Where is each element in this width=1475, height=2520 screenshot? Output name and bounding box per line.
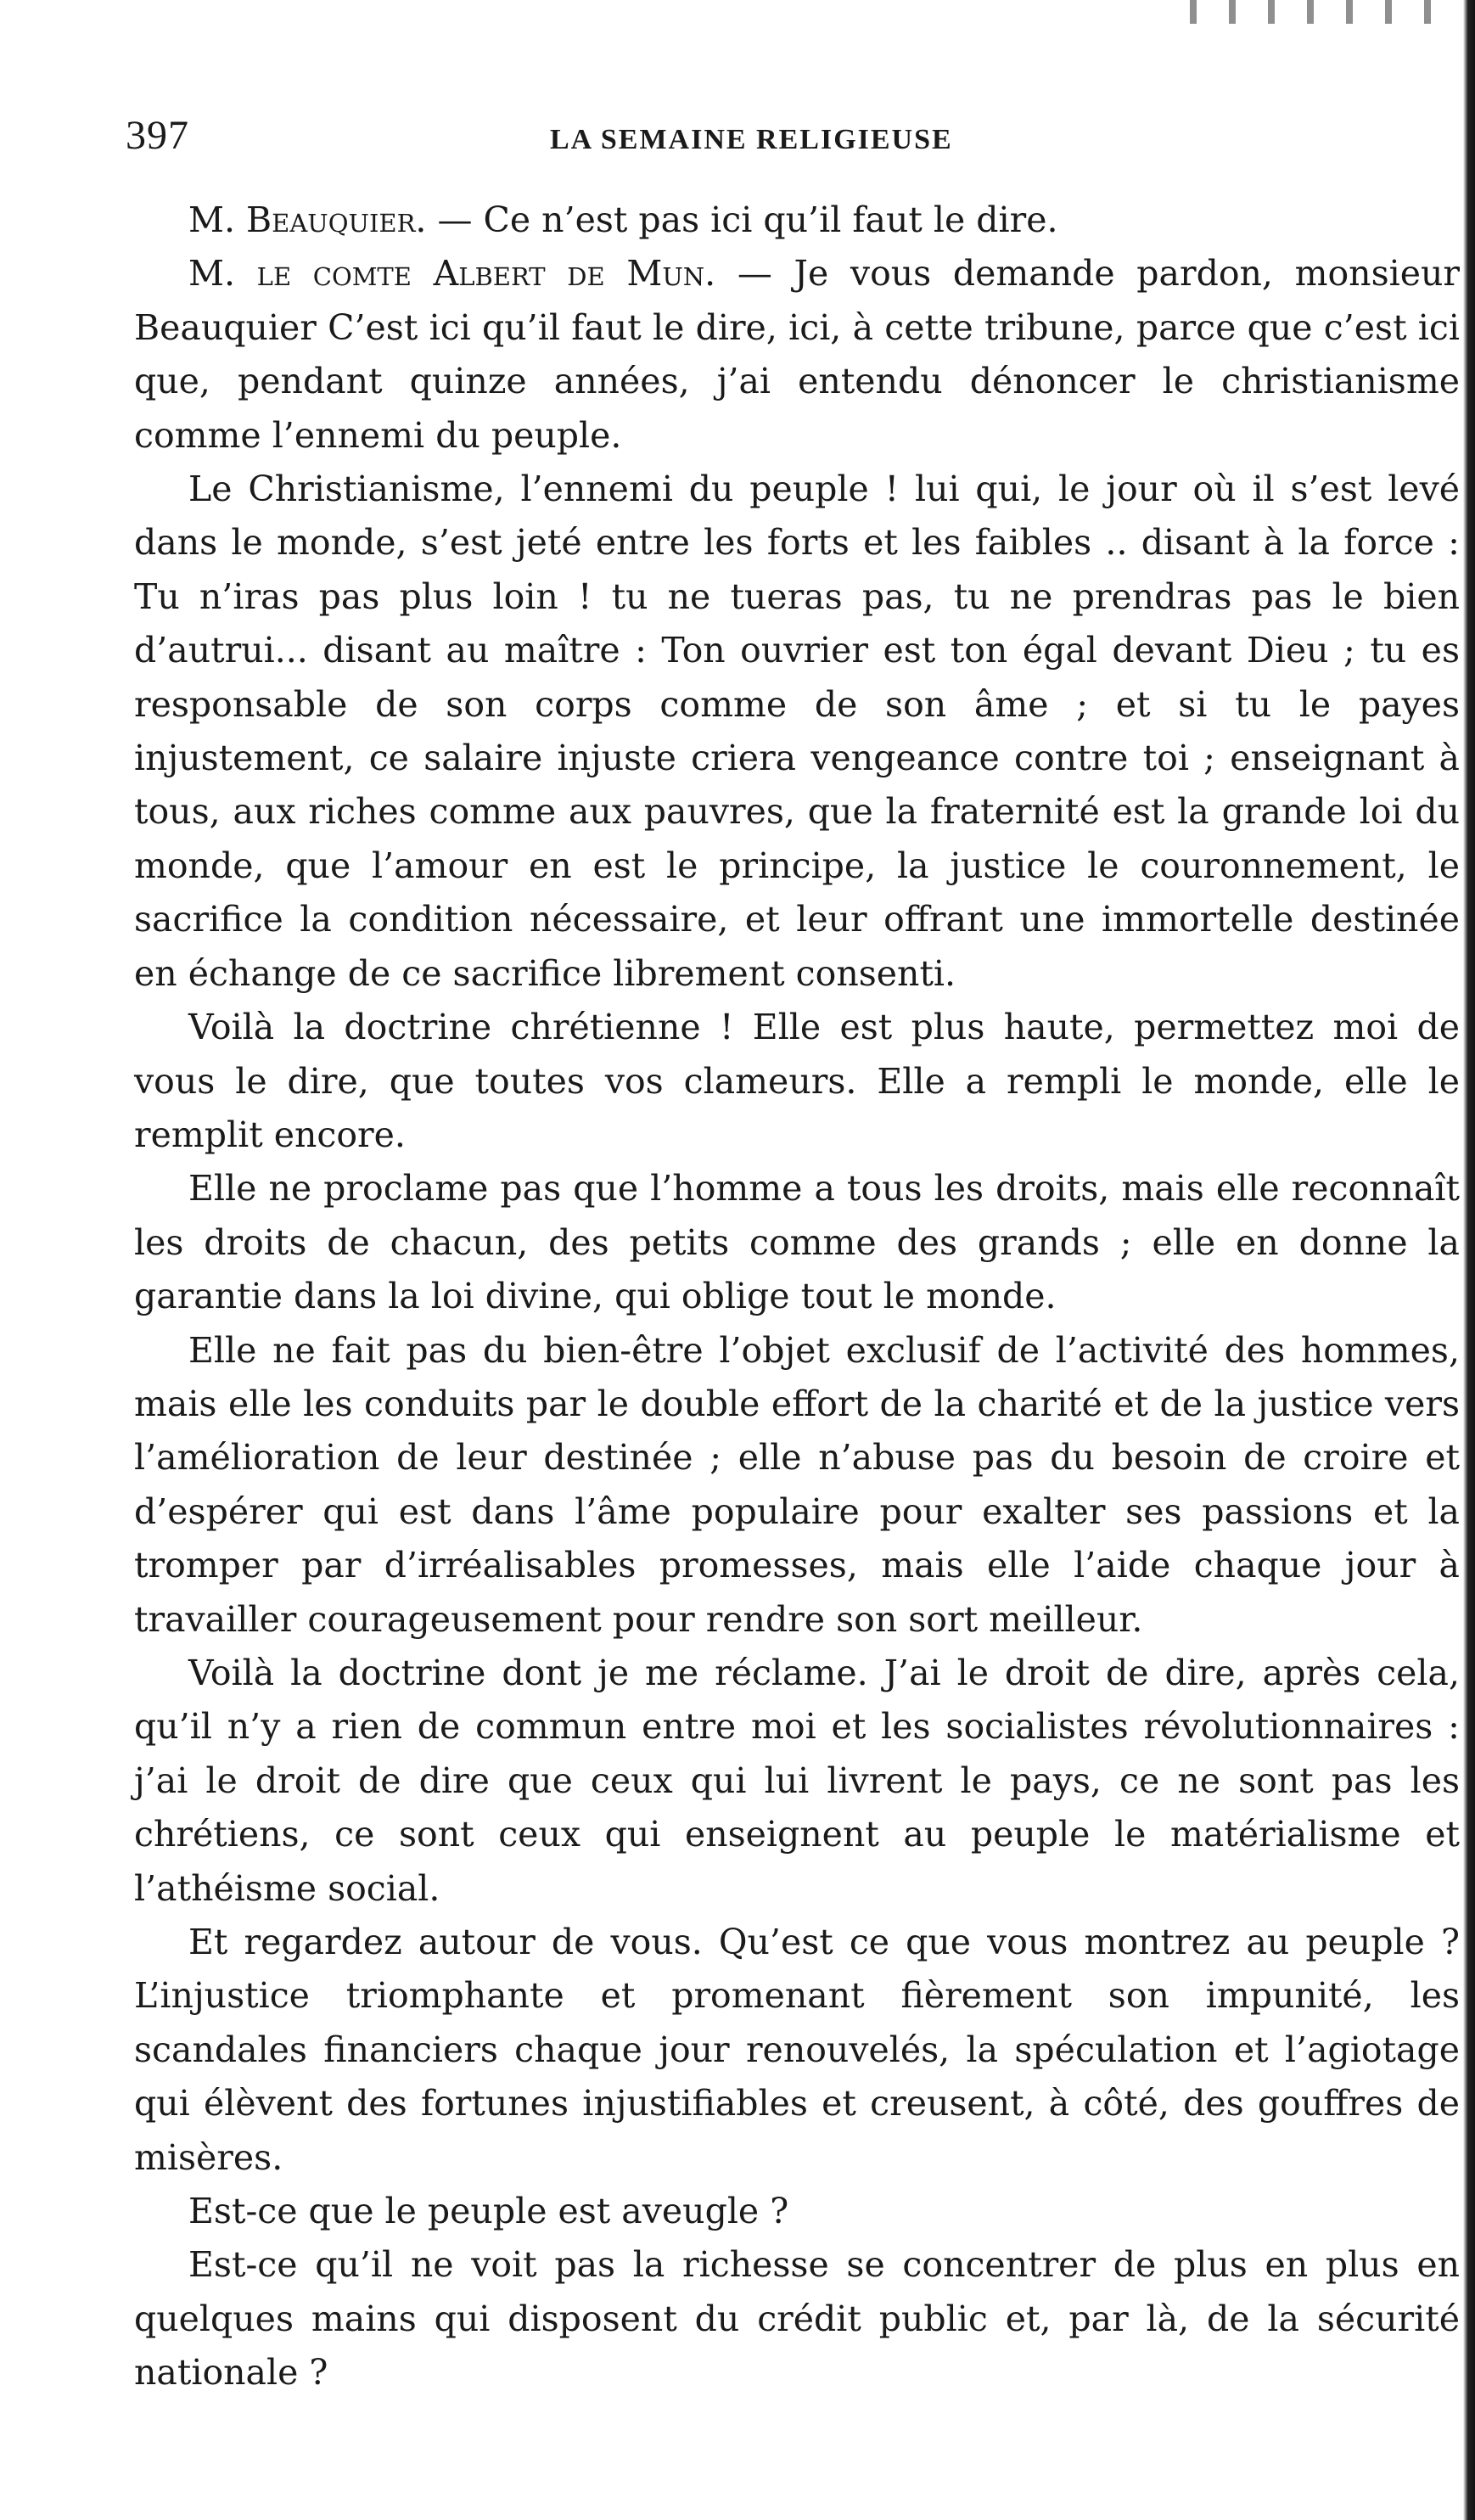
body-text xyxy=(134,194,1460,2400)
paragraph-2 xyxy=(134,247,1460,463)
paragraph-9 xyxy=(134,2185,1460,2238)
page-number: 397 xyxy=(126,113,189,158)
paragraph-text: Voilà la doctrine dont je me réclame. J’ai le droit de dire, après cela, qu’il n’y a rien de commun entre moi et les socialistes révolutionnaires : j’ai le droit de dire que ceux qui lui livrent le pays, ce ne sont pas les chrétiens, ce sont ceux qui enseignent au peuple le matérialisme et l’athéisme social. xyxy=(134,1652,1460,1909)
paragraph-3 xyxy=(134,463,1460,1001)
running-title: LA SEMAINE RELIGIEUSE xyxy=(550,124,953,155)
paragraph-7 xyxy=(134,1647,1460,1916)
paragraph-text: — Je vous demande pardon, monsieur Beauquier C’est ici qu’il faut le dire, ici, à cette tribune, parce que c’est ici que, pendant quinze années, j’ai entendu dénoncer le christianisme comme l’ennemi du peuple. xyxy=(134,253,1461,456)
paragraph-text: Et regardez autour de vous. Qu’est ce que vous montrez au peuple ? L’injustice triomphante et promenant fièrement son impunité, les scandales financiers chaque jour renouvelés, la spéculation et l’agiotage qui élèvent des fortunes injustifiables et creusent, à côté, des gouffres de misères. xyxy=(134,1922,1460,2178)
paragraph-8 xyxy=(134,1916,1460,2185)
paragraph-text: — Ce n’est pas ici qu’il faut le dire. xyxy=(426,199,1058,240)
paragraph-6 xyxy=(134,1324,1460,1647)
speaker-name: M. le comte Albert de Mun. xyxy=(188,253,716,295)
page-header xyxy=(126,112,1450,163)
scan-artifact-top xyxy=(1171,0,1451,24)
paragraph-text: Elle ne fait pas du bien-être l’objet exclusif de l’activité des hommes, mais elle les conduits par le double effort de la charité et de la justice vers l’amélioration de leur destinée ; elle n’abuse pas du besoin de croire et d’espérer qui est dans l’âme populaire pour exalter ses passions et la tromper par d’irréalisables promesses, mais elle l’aide chaque jour à travailler courageusement pour rendre son sort meilleur. xyxy=(134,1329,1460,1640)
speaker-name: M. Beauquier. xyxy=(188,199,427,240)
paragraph-text: Voilà la doctrine chrétienne ! Elle est plus haute, permettez moi de vous le dire, que toutes vos clameurs. Elle a rempli le monde, elle le remplit encore. xyxy=(134,1007,1460,1155)
paragraph-1 xyxy=(134,194,1460,247)
paragraph-10 xyxy=(134,2238,1460,2399)
paragraph-text: Elle ne proclame pas que l’homme a tous les droits, mais elle reconnaît les droits de chacun, des petits comme des grands ; elle en donne la garantie dans la loi divine, qui oblige tout le monde. xyxy=(134,1168,1460,1317)
scan-edge-right xyxy=(1463,0,1475,2520)
paragraph-text: Est-ce que le peuple est aveugle ? xyxy=(188,2191,789,2232)
paragraph-text: Est-ce qu’il ne voit pas la richesse se concentrer de plus en plus en quelques mains qui disposent du crédit public et, par là, de la sécurité nationale ? xyxy=(134,2244,1460,2394)
paragraph-5 xyxy=(134,1162,1460,1323)
paragraph-4 xyxy=(134,1001,1460,1162)
paragraph-text: Le Christianisme, l’ennemi du peuple ! lui qui, le jour où il s’est levé dans le monde, s’est jeté entre les forts et les faibles .. disant à la force : Tu n’iras pas plus loin ! tu ne tueras pas, tu ne prendras pas le bien d’autrui... disant au maître : Ton ouvrier est ton égal devant Dieu ; tu es responsable de son corps comme de son âme ; et si tu le payes injustement, ce salaire injuste criera vengeance contre toi ; enseignant à tous, aux riches comme aux pauvres, que la fraternité est la grande loi du monde, que l’amour en est le principe, la justice le couronnement, le sacrifice la condition nécessaire, et leur offrant une immortelle destinée en échange de ce sacrifice librement consenti. xyxy=(134,469,1460,994)
